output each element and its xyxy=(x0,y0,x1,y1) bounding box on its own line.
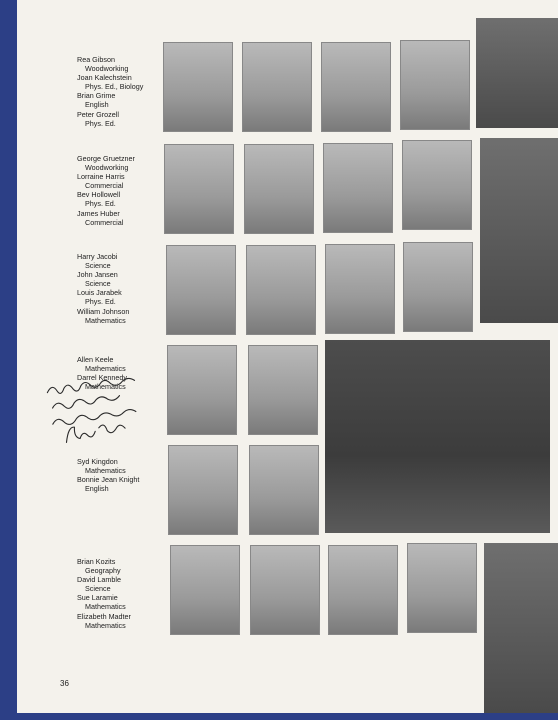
staff-group-1 xyxy=(77,55,167,128)
classroom-candid-photo xyxy=(325,340,550,533)
staff-group-3 xyxy=(77,252,167,325)
portrait-photo xyxy=(402,140,472,230)
staff-department: Science xyxy=(85,279,111,289)
yearbook-page xyxy=(17,0,558,713)
candid-photo xyxy=(480,138,558,323)
staff-department: Woodworking xyxy=(85,163,129,173)
staff-name: Bev Hollowell xyxy=(77,190,121,200)
staff-name: Sue Laramie xyxy=(77,593,118,603)
staff-department: Science xyxy=(85,261,111,271)
candid-photo xyxy=(484,543,558,713)
portrait-photo xyxy=(166,245,236,335)
portrait-photo xyxy=(168,445,238,535)
staff-name: Allen Keele xyxy=(77,355,114,364)
portrait-photo xyxy=(244,144,314,234)
portrait-photo xyxy=(403,242,473,332)
staff-department: Science xyxy=(85,584,111,594)
staff-department: Mathematics xyxy=(85,382,126,392)
staff-name: Elizabeth Madter xyxy=(77,611,131,621)
staff-department: English xyxy=(85,484,109,494)
staff-name: Louis Jarabek xyxy=(77,288,122,298)
staff-name: Darrel Kennedy xyxy=(77,373,127,383)
portrait-photo xyxy=(248,345,318,435)
staff-group-6 xyxy=(77,557,167,630)
portrait-photo xyxy=(328,545,398,635)
portrait-photo xyxy=(163,42,233,132)
staff-department: Geography xyxy=(85,566,121,576)
portrait-photo xyxy=(249,445,319,535)
staff-name: George Gruetzner xyxy=(77,154,135,163)
staff-name: Rea Gibson xyxy=(77,55,115,64)
staff-name: Brian Grime xyxy=(77,91,116,101)
portrait-photo xyxy=(407,543,477,633)
page-number: 36 xyxy=(60,679,69,688)
portrait-photo xyxy=(321,42,391,132)
staff-name: William Johnson xyxy=(77,306,130,316)
staff-name: Harry Jacobi xyxy=(77,252,118,261)
staff-name: Brian Kozits xyxy=(77,557,116,566)
staff-department: Mathematics xyxy=(85,364,126,374)
staff-department: Commercial xyxy=(85,217,124,227)
portrait-photo xyxy=(242,42,312,132)
staff-department: Mathematics xyxy=(85,620,126,630)
staff-name: Syd Kingdon xyxy=(77,457,118,466)
staff-name: Joan Kalechstein xyxy=(77,73,132,83)
portrait-photo xyxy=(325,244,395,334)
staff-department: Mathematics xyxy=(85,466,126,476)
candid-photo xyxy=(476,18,558,128)
staff-department: Phys. Ed. xyxy=(85,297,116,307)
staff-department: Phys. Ed. xyxy=(85,118,116,128)
staff-name: James Huber xyxy=(77,208,120,218)
staff-department: Phys. Ed. xyxy=(85,199,116,209)
handwritten-signature xyxy=(44,365,182,452)
portrait-photo xyxy=(400,40,470,130)
staff-name: Lorraine Harris xyxy=(77,172,125,182)
staff-name: John Jansen xyxy=(77,270,118,280)
staff-group-2 xyxy=(77,154,167,227)
staff-department: Mathematics xyxy=(85,602,126,612)
staff-department: English xyxy=(85,100,109,110)
portrait-photo xyxy=(170,545,240,635)
portrait-photo xyxy=(323,143,393,233)
portrait-photo xyxy=(246,245,316,335)
staff-department: Woodworking xyxy=(85,64,129,74)
staff-name: Peter Grozell xyxy=(77,109,119,119)
staff-department: Phys. Ed., Biology xyxy=(85,82,144,92)
portrait-photo xyxy=(250,545,320,635)
staff-name: Bonnie Jean Knight xyxy=(77,475,140,485)
staff-group-5 xyxy=(77,457,167,493)
staff-name: David Lamble xyxy=(77,575,121,585)
staff-department: Commercial xyxy=(85,181,124,191)
portrait-photo xyxy=(164,144,234,234)
staff-department: Mathematics xyxy=(85,315,126,325)
